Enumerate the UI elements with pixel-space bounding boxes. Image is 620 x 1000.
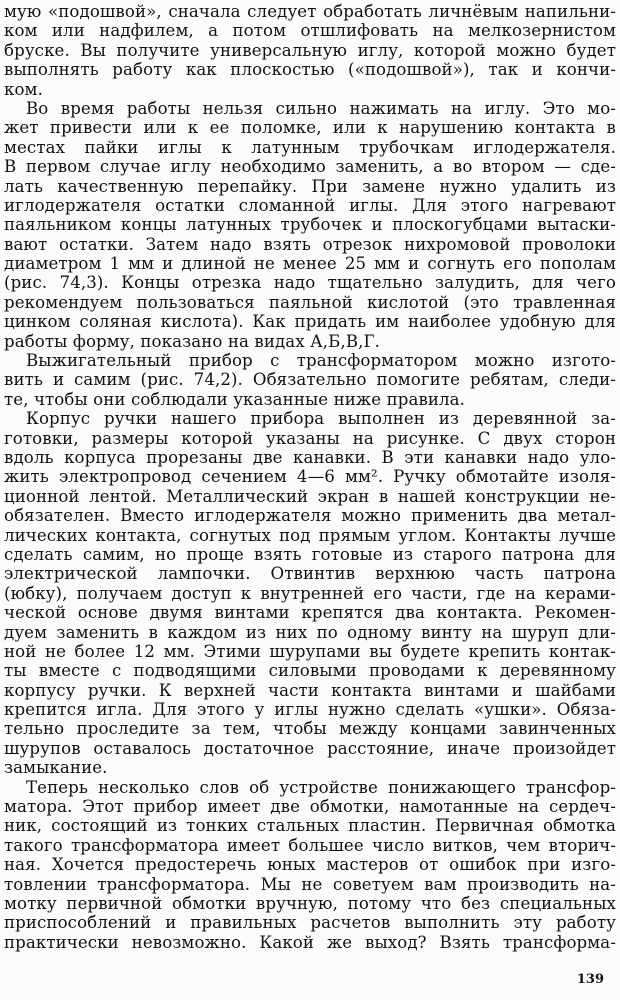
- text-line: цинком соляная кислота). Как придать им наиболее удобную для: [4, 312, 616, 332]
- text-line: Выжигательный прибор с трансформатором можно изгото-: [26, 351, 616, 371]
- text-line: готовки, размеры которой указаны на рисунке. С двух сторон: [4, 428, 616, 448]
- text-line: тельно проследите за тем, чтобы между концами завинченных: [4, 719, 616, 739]
- text-line: корпусу ручки. К верхней части контакта винтами и шайбами: [4, 680, 616, 700]
- text-line: дуем заменить в каждом из них по одному винту на шуруп дли-: [4, 622, 616, 642]
- text-line: Корпус ручки нашего прибора выполнен из деревянной за-: [26, 409, 616, 429]
- text-line: товлении трансформатора. Мы не советуем вам производить на-: [4, 874, 616, 894]
- text-line: рекомендуем пользоваться паяльной кислотой (это травленная: [4, 292, 616, 312]
- text-line: матора. Этот прибор имеет две обмотки, намотанные на сердеч-: [4, 797, 616, 817]
- text-line: мую «подошвой», сначала следует обработать личнёвым напильни-: [4, 2, 616, 21]
- text-line: жить электропровод сечением 4—6 мм². Ручку обмотайте изоля-: [4, 467, 616, 487]
- text-line: сделать самим, но проще взять готовые из старого патрона для: [4, 544, 616, 564]
- text-line: те, чтобы они соблюдали указанные ниже правила.: [4, 389, 466, 409]
- text-line: мотку первичной обмотки вручную, потому что без специальных: [4, 893, 616, 913]
- text-line: обязателен. Вместо иглодержателя можно применить два метал-: [4, 506, 616, 526]
- text-line: местах пайки иглы к латунным трубочкам иглодержателя.: [4, 137, 616, 157]
- text-line: (рис. 74,3). Концы отрезка надо тщательно залудить, для чего: [4, 273, 616, 293]
- text-line: бруске. Вы получите универсальную иглу, которой можно будет: [4, 40, 616, 60]
- text-line: приспособлений и правильных расчетов выполнить эту работу: [4, 913, 616, 933]
- text-line: шурупов оставалось достаточное расстояние, иначе произойдет: [4, 738, 616, 758]
- text-line: ты вместе с подводящими силовыми проводами к деревянному: [4, 661, 616, 681]
- text-line: лических контакта, согнутых под прямым углом. Контакты лучше: [4, 525, 616, 545]
- text-line: лать качественную перепайку. При замене нужно удалить из: [4, 176, 616, 196]
- text-line: вают остатки. Затем надо взять отрезок нихромовой проволоки: [4, 234, 616, 254]
- text-line: иглодержателя остатки сломанной иглы. Для этого нагревают: [4, 195, 616, 215]
- text-line: (юбку), получаем доступ к внутренней его части, где на керами-: [4, 583, 616, 603]
- text-line: практически невозможно. Какой же выход? Взять трансформа-: [4, 932, 616, 952]
- text-line: ком.: [4, 79, 43, 99]
- text-line: вдоль корпуса прорезаны две канавки. В эти канавки надо уло-: [4, 447, 616, 467]
- text-line: ционной лентой. Металлический экран в нашей конструкции не-: [4, 486, 616, 506]
- text-line: Теперь несколько слов об устройстве понижающего трансфор-: [26, 777, 616, 797]
- text-line: ческой основе двумя винтами крепятся два контакта. Рекомен-: [4, 603, 616, 623]
- body-text: [4, 2, 616, 952]
- text-line: выполнять работу как плоскостью («подошвой»), так и кончи-: [4, 60, 616, 80]
- text-line: паяльником концы латунных трубочек и плоскогубцами вытаски-: [4, 215, 616, 235]
- text-line: В первом случае иглу необходимо заменить, а во втором — сде-: [4, 157, 616, 177]
- text-line: электрической лампочки. Отвинтив верхнюю часть патрона: [4, 564, 616, 584]
- text-line: жет привести или к ее поломке, или к нарушению контакта в: [4, 118, 616, 138]
- text-line: Во время работы нельзя сильно нажимать на иглу. Это мо-: [26, 98, 616, 118]
- text-line: крепится игла. Для этого у иглы нужно сделать «ушки». Обяза-: [4, 700, 616, 720]
- page-number: 139: [576, 972, 604, 987]
- text-line: ной не более 12 мм. Этими шурупами вы будете крепить контак-: [4, 641, 616, 661]
- text-line: ная. Хочется предостеречь юных мастеров от ошибок при изго-: [4, 855, 616, 875]
- text-line: такого трансформатора имеет большее число витков, чем вторич-: [4, 835, 616, 855]
- text-line: вить и самим (рис. 74,2). Обязательно помогите ребятам, следи-: [4, 370, 616, 390]
- text-line: ком или надфилем, а потом отшлифовать на мелкозернистом: [4, 21, 616, 41]
- text-line: замыкание.: [4, 758, 108, 778]
- text-line: ник, состоящий из тонких стальных пластин. Первичная обмотка: [4, 816, 616, 836]
- text-line: работы форму, показано на видах А,Б,В,Г.: [4, 331, 380, 351]
- text-line: диаметром 1 мм и длиной не менее 25 мм и согнуть его пополам: [4, 254, 616, 274]
